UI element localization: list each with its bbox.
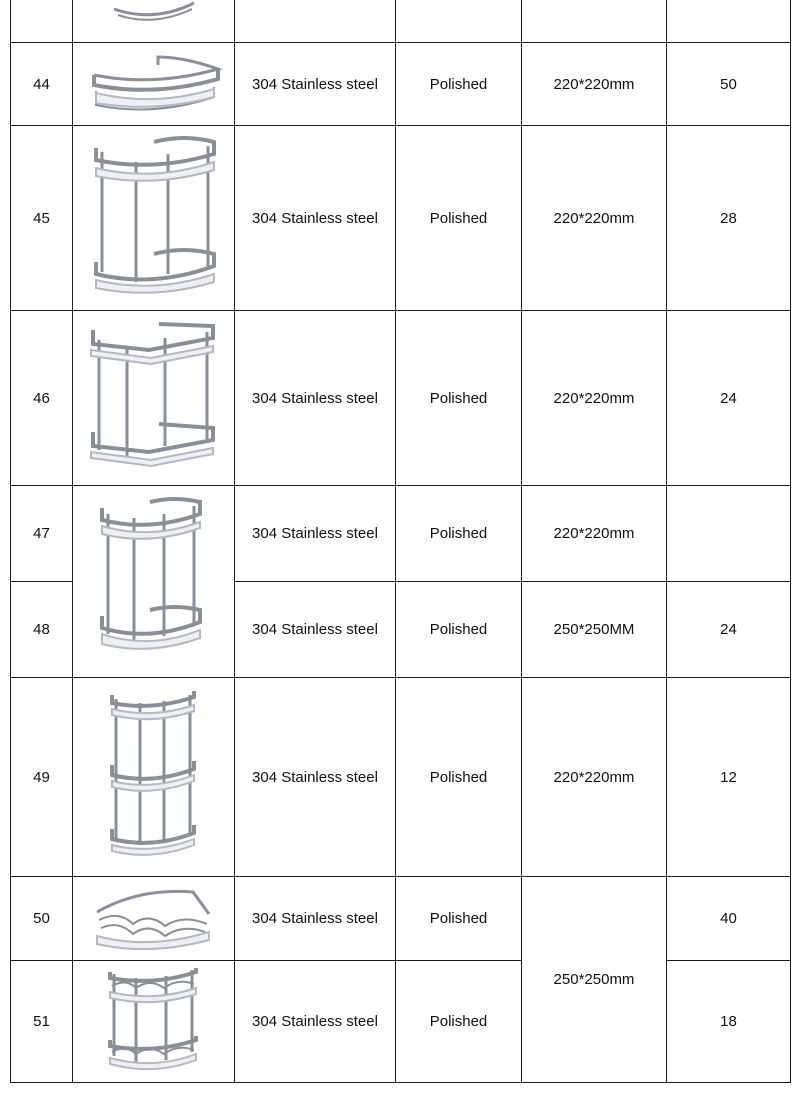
- finish-cell: Polished: [396, 311, 522, 486]
- quantity-cell: 40: [667, 877, 791, 961]
- three-tier-corner-shelf-icon: [104, 689, 204, 865]
- table-row: [11, 43, 791, 126]
- item-number-cell: 44: [11, 43, 73, 126]
- quantity-cell: 24: [667, 311, 791, 486]
- table-row: [11, 126, 791, 311]
- quantity-cell: 12: [667, 678, 791, 877]
- item-number-cell: 45: [11, 126, 73, 311]
- material-cell: [235, 0, 396, 43]
- item-number-cell: 48: [11, 582, 73, 678]
- material-cell: 304 Stainless steel: [235, 678, 396, 877]
- table-row: [11, 877, 791, 961]
- product-image-cell: [73, 311, 235, 486]
- two-tier-wavy-corner-basket-icon: [104, 966, 204, 1078]
- corner-shelf-icon: [94, 1, 214, 41]
- product-image-cell: [73, 678, 235, 877]
- material-cell: 304 Stainless steel: [235, 486, 396, 582]
- product-image-cell: [73, 126, 235, 311]
- two-tier-corner-shelf-icon: [94, 494, 214, 670]
- item-number-cell: 49: [11, 678, 73, 877]
- material-cell: 304 Stainless steel: [235, 877, 396, 961]
- finish-cell: Polished: [396, 877, 522, 961]
- size-cell: 220*220mm: [522, 311, 667, 486]
- quantity-cell: 50: [667, 43, 791, 126]
- product-image-cell: [73, 877, 235, 961]
- table-row: [11, 486, 791, 582]
- single-wavy-corner-basket-icon: [89, 886, 219, 952]
- material-cell: 304 Stainless steel: [235, 961, 396, 1083]
- item-number-cell: 47: [11, 486, 73, 582]
- size-cell: 220*220mm: [522, 126, 667, 311]
- size-cell: 220*220mm: [522, 486, 667, 582]
- item-number-cell: 50: [11, 877, 73, 961]
- product-image-cell: [73, 486, 235, 678]
- size-cell: 250*250mm: [522, 877, 667, 1083]
- quantity-cell: 24: [667, 582, 791, 678]
- finish-cell: Polished: [396, 582, 522, 678]
- table-row: [11, 311, 791, 486]
- finish-cell: Polished: [396, 961, 522, 1083]
- two-tier-corner-shelf-icon: [84, 132, 224, 304]
- item-number-cell: 46: [11, 311, 73, 486]
- quantity-cell: [667, 0, 791, 43]
- size-cell: 220*220mm: [522, 43, 667, 126]
- product-image-cell: [73, 0, 235, 43]
- material-cell: 304 Stainless steel: [235, 43, 396, 126]
- material-cell: 304 Stainless steel: [235, 582, 396, 678]
- item-number-cell: 51: [11, 961, 73, 1083]
- finish-cell: Polished: [396, 678, 522, 877]
- finish-cell: Polished: [396, 486, 522, 582]
- table-row: [11, 961, 791, 1083]
- quantity-cell: 28: [667, 126, 791, 311]
- table-row: [11, 0, 791, 43]
- product-spec-table: [10, 0, 791, 1083]
- finish-cell: Polished: [396, 126, 522, 311]
- material-cell: 304 Stainless steel: [235, 126, 396, 311]
- material-cell: 304 Stainless steel: [235, 311, 396, 486]
- single-corner-shelf-icon: [84, 53, 224, 115]
- finish-cell: Polished: [396, 43, 522, 126]
- size-cell: 220*220mm: [522, 678, 667, 877]
- quantity-cell: 18: [667, 961, 791, 1083]
- two-tier-rectangular-shelf-icon: [79, 320, 229, 476]
- table-row: [11, 678, 791, 877]
- finish-cell: [396, 0, 522, 43]
- size-cell: 250*250MM: [522, 582, 667, 678]
- product-image-cell: [73, 961, 235, 1083]
- size-cell: [522, 0, 667, 43]
- item-number-cell: [11, 0, 73, 43]
- quantity-cell: [667, 486, 791, 582]
- product-image-cell: [73, 43, 235, 126]
